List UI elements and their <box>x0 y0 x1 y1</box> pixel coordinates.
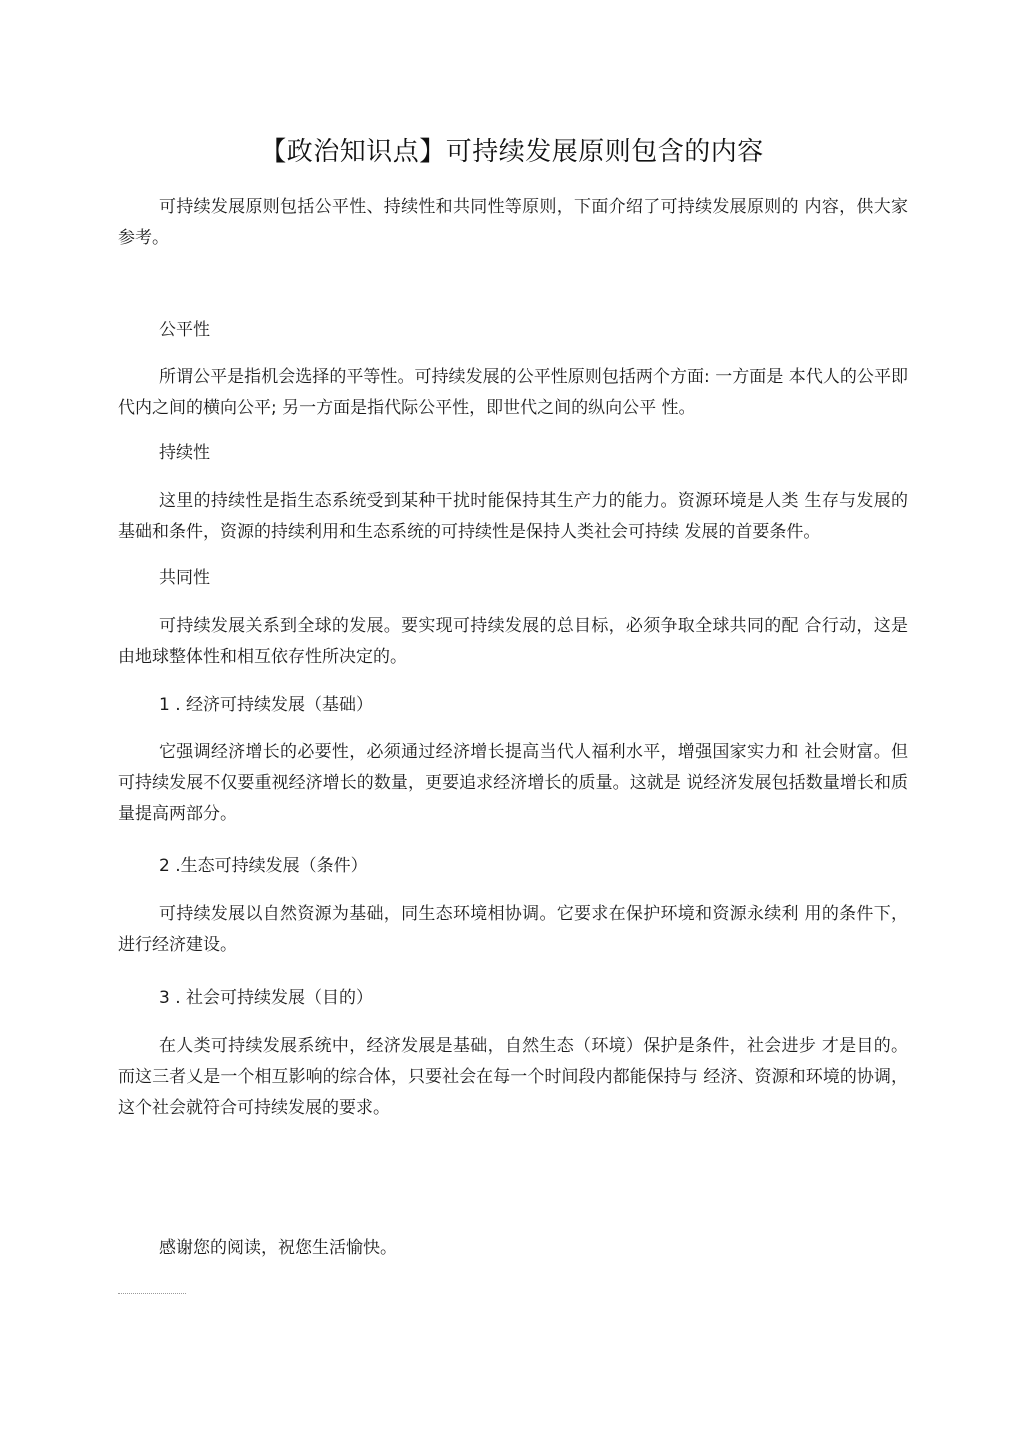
section-heading-fairness: 公平性 <box>159 320 210 340</box>
section-body-commonality: 可持续发展关系到全球的发展。要实现可持续发展的总目标，必须争取全球共同的配 合行动，这是由地球整体性和相互依存性所决定的。 <box>118 616 908 667</box>
closing-text: 感谢您的阅读，祝您生活愉快。 <box>159 1238 397 1258</box>
section-body-fairness: 所谓公平是指机会选择的平等性。可持续发展的公平性原则包括两个方面: 一方面是 本代人的公平即代内之间的横向公平; 另一方面是指代际公平性，即世代之间的纵向公平 性。 <box>118 367 908 418</box>
section-heading-ecological: 2 .生态可持续发展（条件） <box>159 856 368 876</box>
section-body-economic: 它强调经济增长的必要性，必须通过经济增长提高当代人福利水平，增强国家实力和 社会财富。但可持续发展不仅要重视经济增长的数量，更要追求经济增长的质量。这就是 说经济发展包括数量增长和质量提高两部分。 <box>118 742 908 824</box>
section-heading-sustainability: 持续性 <box>159 443 210 463</box>
section-body-ecological: 可持续发展以自然资源为基础，同生态环境相协调。它要求在保护环境和资源永续利 用的条件下，进行经济建设。 <box>118 904 908 955</box>
section-heading-commonality: 共同性 <box>159 568 210 588</box>
section-body-social: 在人类可持续发展系统中，经济发展是基础，自然生态（环境）保护是条件，社会进步 才是目的。而这三者乂是一个相互影响的综合体，只要社会在每一个时间段内都能保持与 经济、资源和环境的协调，这个社会就符合可持续发展的要求。 <box>118 1036 908 1118</box>
document-title: 【政治知识点】可持续发展原则包含的内容 <box>260 137 764 167</box>
section-heading-social: 3 . 社会可持续发展（目的） <box>159 988 374 1008</box>
intro-paragraph: 可持续发展原则包括公平性、持续性和共同性等原则，下面介绍了可持续发展原则的 内容，供大家参考。 <box>118 197 908 248</box>
section-heading-economic: 1 . 经济可持续发展（基础） <box>159 695 374 715</box>
section-body-sustainability: 这里的持续性是指生态系统受到某种干扰时能保持其生产力的能力。资源环境是人类 生存与发展的基础和条件，资源的持续利用和生态系统的可持续性是保持人类社会可持续 发展的首要条件。 <box>118 491 908 542</box>
footer-divider <box>118 1293 186 1294</box>
